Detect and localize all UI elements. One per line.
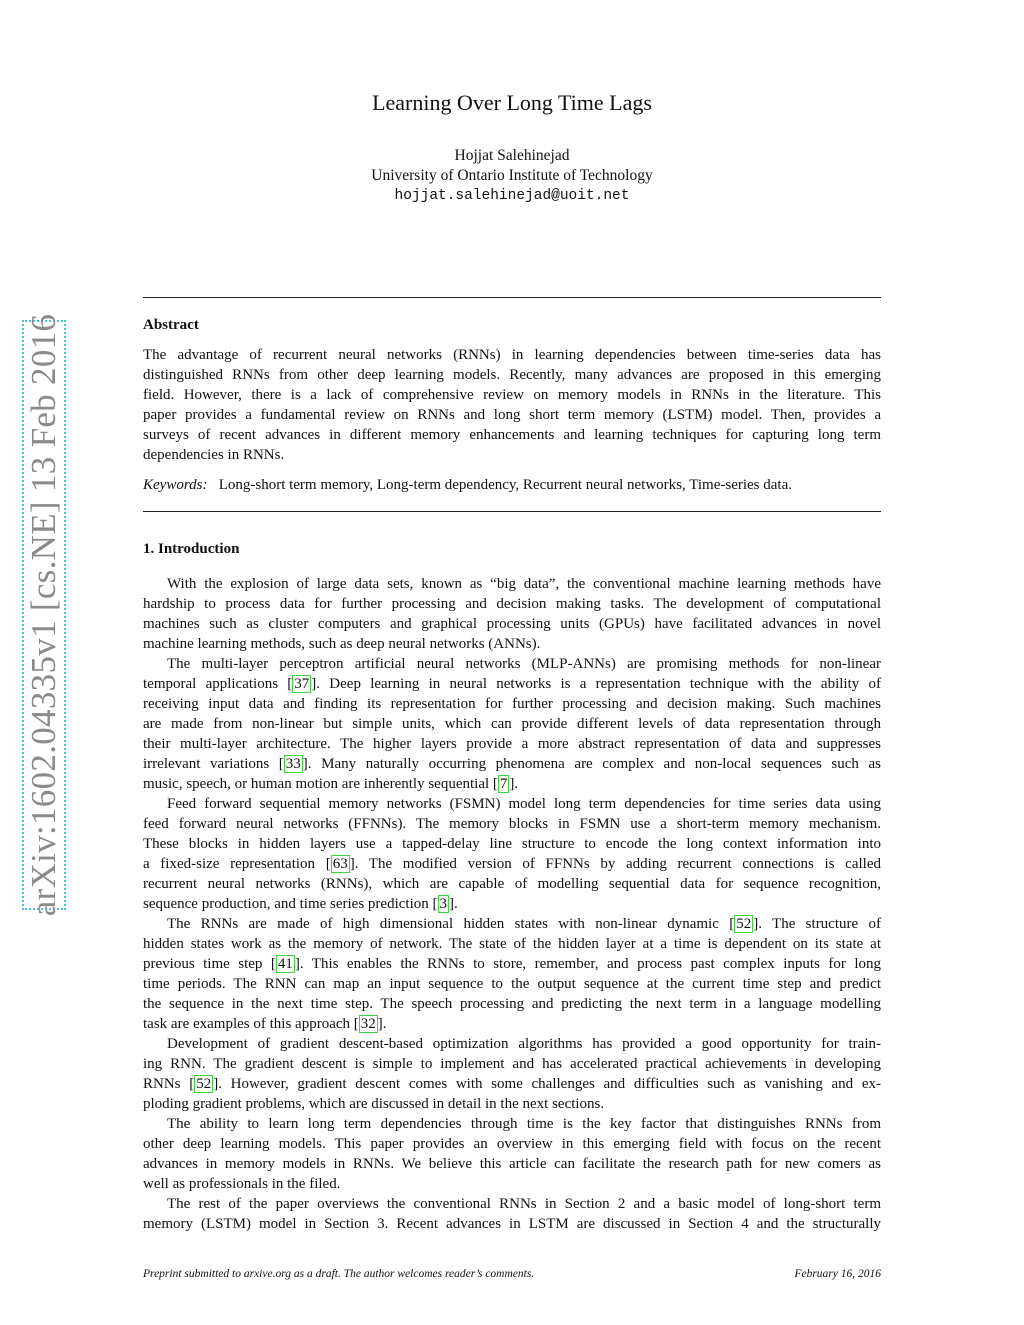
keywords-text: Long-short term memory, Long-term dependency, Recurrent neural networks, Time-series data.: [218, 477, 793, 493]
body-line: These blocks in hidden layers use a tapped-delay line structure to encode the long context information into: [143, 836, 881, 852]
citation-link[interactable]: 63: [332, 856, 348, 872]
keywords-line: [143, 475, 881, 495]
body-line: irrelevant variations [ 33 ]. Many naturally occurring phenomena are complex and non-local sequences such as: [143, 756, 881, 772]
body-line: The multi-layer perceptron artificial neural networks (MLP-ANNs) are promising methods for non-linear: [167, 656, 881, 672]
abstract-line: surveys of recent advances in different memory enhancements and learning techniques for capturing long term: [143, 427, 881, 443]
body-line: a fixed-size representation [ 63 ]. The modified version of FFNNs by adding recurrent connections is called: [143, 856, 881, 872]
body-line: ploding gradient problems, which are discussed in detail in the next sections.: [143, 1096, 605, 1112]
intro-paragraph-6: [143, 1114, 881, 1194]
body-line: other deep learning models. This paper provides an overview in this emerging field with focus on the recent: [143, 1136, 881, 1152]
abstract-top-rule: [143, 297, 881, 298]
abstract-section: [143, 315, 881, 495]
abstract-line: paper provides a fundamental review on RNNs and long short term memory (LSTM) model. Then, provides a: [143, 407, 881, 423]
body-line: memory (LSTM) model in Section 3. Recent advances in LSTM are discussed in Section 4 and the structurally: [143, 1216, 881, 1232]
abstract-line: distinguished RNNs from other deep learning models. Recently, many advances are proposed in this emerging: [143, 367, 881, 383]
intro-paragraph-2: [143, 654, 881, 794]
abstract-line: The advantage of recurrent neural networks (RNNs) in learning dependencies between time-series data has: [143, 347, 881, 363]
body-line: hardship to process data for further processing and decision making tasks. The development of computational: [143, 596, 881, 612]
intro-paragraph-4: [143, 914, 881, 1034]
citation-link[interactable]: 52: [196, 1076, 212, 1092]
intro-paragraph-1: [143, 574, 881, 654]
body-line: feed forward neural networks (FFNNs). The memory blocks in FSMN use a short-term memory mechanism.: [143, 816, 881, 832]
body-line: ing RNN. The gradient descent is simple to implement and has accelerated practical achievements in developing: [143, 1056, 881, 1072]
citation-link[interactable]: 41: [277, 956, 293, 972]
intro-paragraph-3: [143, 794, 881, 914]
body-line: temporal applications [ 37 ]. Deep learning in neural networks is a representation technique with the ability of: [143, 676, 881, 692]
author-affiliation: University of Ontario Institute of Technology: [371, 167, 653, 184]
body-line: machines such as cluster computers and graphical processing units (GPUs) have facilitated advances in novel: [143, 616, 881, 632]
body-line: RNNs [ 52 ]. However, gradient descent comes with some challenges and difficulties such as vanishing and ex-: [143, 1076, 882, 1092]
body-line: With the explosion of large data sets, known as “big data”, the conventional machine learning methods have: [167, 576, 881, 592]
body-line: time periods. The RNN can map an input sequence to the output sequence at the current time step and predict: [143, 976, 881, 992]
body-line: are made from non-linear but simple units, which can provide different levels of data representation through: [143, 716, 881, 732]
footer-preprint-note: Preprint submitted to arxive.org as a draft. The author welcomes reader’s comments.: [143, 1268, 535, 1280]
citation-link[interactable]: 33: [285, 756, 301, 772]
citation-link[interactable]: 7: [499, 776, 508, 792]
page-footer: [143, 1268, 881, 1280]
body-line: Development of gradient descent-based optimization algorithms has provided a good opportunity for train-: [167, 1036, 881, 1052]
abstract-bottom-rule: [143, 511, 881, 512]
body-line: previous time step [ 41 ]. This enables the RNNs to store, remember, and process past complex inputs for long: [143, 956, 881, 972]
body-line: their multi-layer architecture. The higher layers provide a more abstract representation of data and suppresses: [143, 736, 881, 752]
body-line: task are examples of this approach [ 32 ].: [143, 1016, 387, 1032]
body-line: hidden states work as the memory of network. The state of the hidden layer at a time is dependent on its state at: [143, 936, 881, 952]
arxiv-identifier: arXiv:1602.04335v1 [cs.NE] 13 Feb 2016: [24, 313, 63, 917]
citation-link[interactable]: 3: [439, 896, 447, 912]
author-block: [0, 146, 1024, 206]
body-line: advances in memory models in RNNs. We believe this article can facilitate the research path for new comers as: [143, 1156, 881, 1172]
paper-title: Learning Over Long Time Lags: [372, 90, 652, 115]
citation-link[interactable]: 37: [294, 676, 310, 692]
body-line: The RNNs are made of high dimensional hidden states with non-linear dynamic [ 52 ]. The structure of: [167, 916, 881, 932]
intro-paragraph-7: [143, 1194, 881, 1234]
body-line: machine learning methods, such as deep neural networks (ANNs).: [143, 636, 541, 652]
footer-date: February 16, 2016: [794, 1268, 881, 1280]
body-line: music, speech, or human motion are inherently sequential [ 7 ].: [143, 776, 519, 792]
body-line: The ability to learn long term dependencies through time is the key factor that distinguishes RNNs from: [167, 1116, 881, 1132]
body-line: receiving input data and finding its representation for further processing and decision making. Such machines: [143, 696, 881, 712]
abstract-heading: Abstract: [143, 317, 199, 333]
citation-link[interactable]: 32: [360, 1016, 376, 1032]
arxiv-side-stamp: [22, 313, 66, 917]
body-line: sequence production, and time series prediction [ 3 ].: [143, 896, 458, 912]
body-line: Feed forward sequential memory networks (FSMN) model long term dependencies for time series data using: [167, 796, 881, 812]
citation-link[interactable]: 52: [736, 916, 752, 932]
body-line: well as professionals in the filed.: [143, 1176, 341, 1192]
author-email[interactable]: hojjat.salehinejad@uoit.net: [394, 188, 630, 204]
body-line: The rest of the paper overviews the conventional RNNs in Section 2 and a basic model of long-short term: [167, 1196, 881, 1212]
body-line: recurrent neural networks (RNNs), which are capable of modelling sequential data for sequence recognition,: [143, 876, 881, 892]
abstract-line: dependencies in RNNs.: [143, 447, 285, 463]
keywords-label: Keywords:: [143, 477, 208, 493]
intro-paragraph-5: [143, 1034, 881, 1114]
section-heading-introduction: 1. Introduction: [143, 541, 240, 557]
introduction-section: [143, 539, 881, 1234]
abstract-line: field. However, there is a lack of comprehensive review on memory models in RNNs in the literature. This: [143, 387, 881, 403]
body-line: the sequence in the next time step. The speech processing and predicting the next term in a language modelling: [143, 996, 881, 1012]
abstract-body: [143, 345, 881, 465]
author-name: Hojjat Salehinejad: [454, 147, 570, 164]
